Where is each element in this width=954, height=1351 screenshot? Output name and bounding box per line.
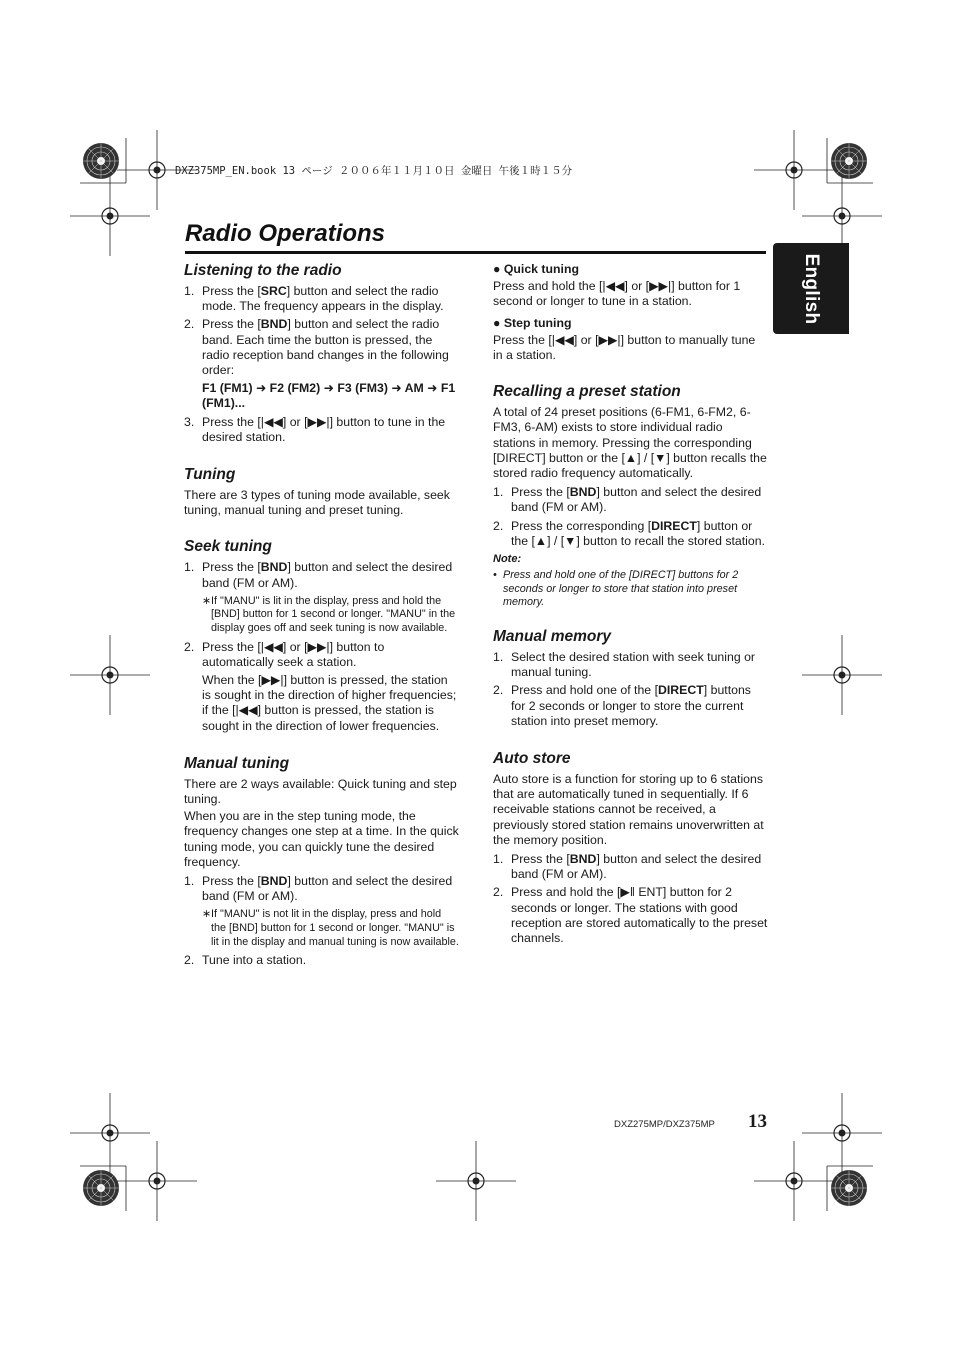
list-item: 2. Press the [BND] button and select the radio band. Each time the button is pressed, the radio reception band changes in the following order: bbox=[184, 317, 449, 378]
list-item: 1. Press the [BND] button and select the desired band (FM or AM). bbox=[184, 560, 453, 590]
left-column bbox=[184, 262, 459, 971]
manual-text-2: When you are in the step tuning mode, the frequency changes one step at a time. In the quick tuning mode, you can quickly tune the desired frequency. bbox=[184, 809, 459, 869]
list-item: 1. Press the [BND] button and select the desired band (FM or AM). bbox=[493, 485, 762, 515]
list-item: 2. Press and hold one of the [DIRECT] buttons for 2 seconds or longer to store the current station into preset memory. bbox=[493, 683, 751, 728]
language-tab-label: English bbox=[801, 253, 822, 324]
list-item: 3. Press the [|◀◀] or [▶▶|] button to tune in the desired station. bbox=[184, 414, 446, 444]
list-item: 1. Press the [BND] button and select the desired band (FM or AM). bbox=[184, 874, 453, 904]
section-heading-auto-store: Auto store bbox=[493, 750, 571, 768]
recall-text: A total of 24 preset positions (6-FM1, 6-FM2, 6-FM3, 6-AM) exists to store individual radio stations in memory. Pressing the corresponding [DIRECT] button or the [▲] / [▼] button recalls the stored radio frequency automatically. bbox=[493, 405, 767, 481]
title-rule bbox=[185, 251, 766, 254]
book-file-header: DXZ375MP_EN.book 13 ページ ２００６年１１月１０日 金曜日 午後１時１５分 bbox=[175, 165, 573, 177]
quick-tuning-text: Press and hold the [|◀◀] or [▶▶|] button for 1 second or longer to tune in a station. bbox=[493, 279, 741, 309]
footer-model: DXZ275MP/DXZ375MP bbox=[614, 1119, 715, 1130]
quick-tuning-heading: ● Quick tuning bbox=[493, 262, 579, 276]
seek-manu-note: ∗ If "MANU" is lit in the display, press and hold the [BND] button for 1 second or longer. "MANU" in the display goes off and seek tuning is now available. bbox=[202, 594, 456, 635]
language-tab bbox=[773, 243, 849, 334]
manual-text-1: There are 2 ways available: Quick tuning and step tuning. bbox=[184, 776, 457, 807]
list-item: 2. Press the [|◀◀] or [▶▶|] button to automatically seek a station. bbox=[184, 639, 385, 669]
manual-manu-note: ∗ If "MANU" is not lit in the display, press and hold the [BND] button for 1 second or longer. "MANU" is lit in the display and manual tuning is now available. bbox=[202, 908, 459, 948]
section-heading-recall: Recalling a preset station bbox=[493, 383, 681, 401]
page-number: 13 bbox=[748, 1111, 767, 1132]
section-heading-listening: Listening to the radio bbox=[184, 262, 342, 279]
section-heading-seek: Seek tuning bbox=[184, 538, 272, 556]
section-heading-manual-memory: Manual memory bbox=[493, 628, 612, 646]
step-tuning-text: Press the [|◀◀] or [▶▶|] button to manually tune in a station. bbox=[493, 332, 756, 363]
list-item: 1. Press the [BND] button and select the desired band (FM or AM). bbox=[493, 852, 762, 882]
list-item: 2. Press and hold the [▶‖ ENT] button for 2 seconds or longer. The stations with good reception are stored automatically to the preset channels. bbox=[493, 885, 768, 946]
section-heading-tuning: Tuning bbox=[184, 466, 236, 484]
list-item: 1. Select the desired station with seek tuning or manual tuning. bbox=[493, 650, 756, 680]
list-item: 2. Press the corresponding [DIRECT] button or the [▲] / [▼] button to recall the stored station. bbox=[493, 518, 766, 548]
step-tuning-heading: ● Step tuning bbox=[493, 315, 572, 330]
page-title: Radio Operations bbox=[185, 220, 386, 247]
band-sequence: F1 (FM1) ➜ F2 (FM2) ➜ F3 (FM3) ➜ AM ➜ F1 (FM1)... bbox=[202, 381, 456, 411]
note-text: • Press and hold one of the [DIRECT] buttons for 2 seconds or longer to store that station into preset memory. bbox=[493, 569, 739, 609]
tuning-text: There are 3 types of tuning mode available, seek tuning, manual tuning and preset tuning. bbox=[184, 488, 450, 518]
list-item: 1. Press the [SRC] button and select the radio mode. The frequency appears in the display. bbox=[184, 284, 444, 314]
list-item: 2. Tune into a station. bbox=[184, 953, 307, 968]
seek-direction-text: When the [▶▶|] button is pressed, the station is sought in the direction of higher frequencies; if the [|◀◀] button is pressed, the station is sought in the direction of lower frequencies. bbox=[202, 673, 457, 733]
right-column bbox=[493, 262, 768, 949]
note-heading: Note: bbox=[493, 553, 522, 566]
section-heading-manual-tuning: Manual tuning bbox=[184, 754, 290, 772]
auto-store-text: Auto store is a function for storing up to 6 stations that are automatically tuned in sequentially. If 6 receivable stations cannot be received, a previously stored station remains unoverwritten at the memory position. bbox=[493, 772, 764, 847]
